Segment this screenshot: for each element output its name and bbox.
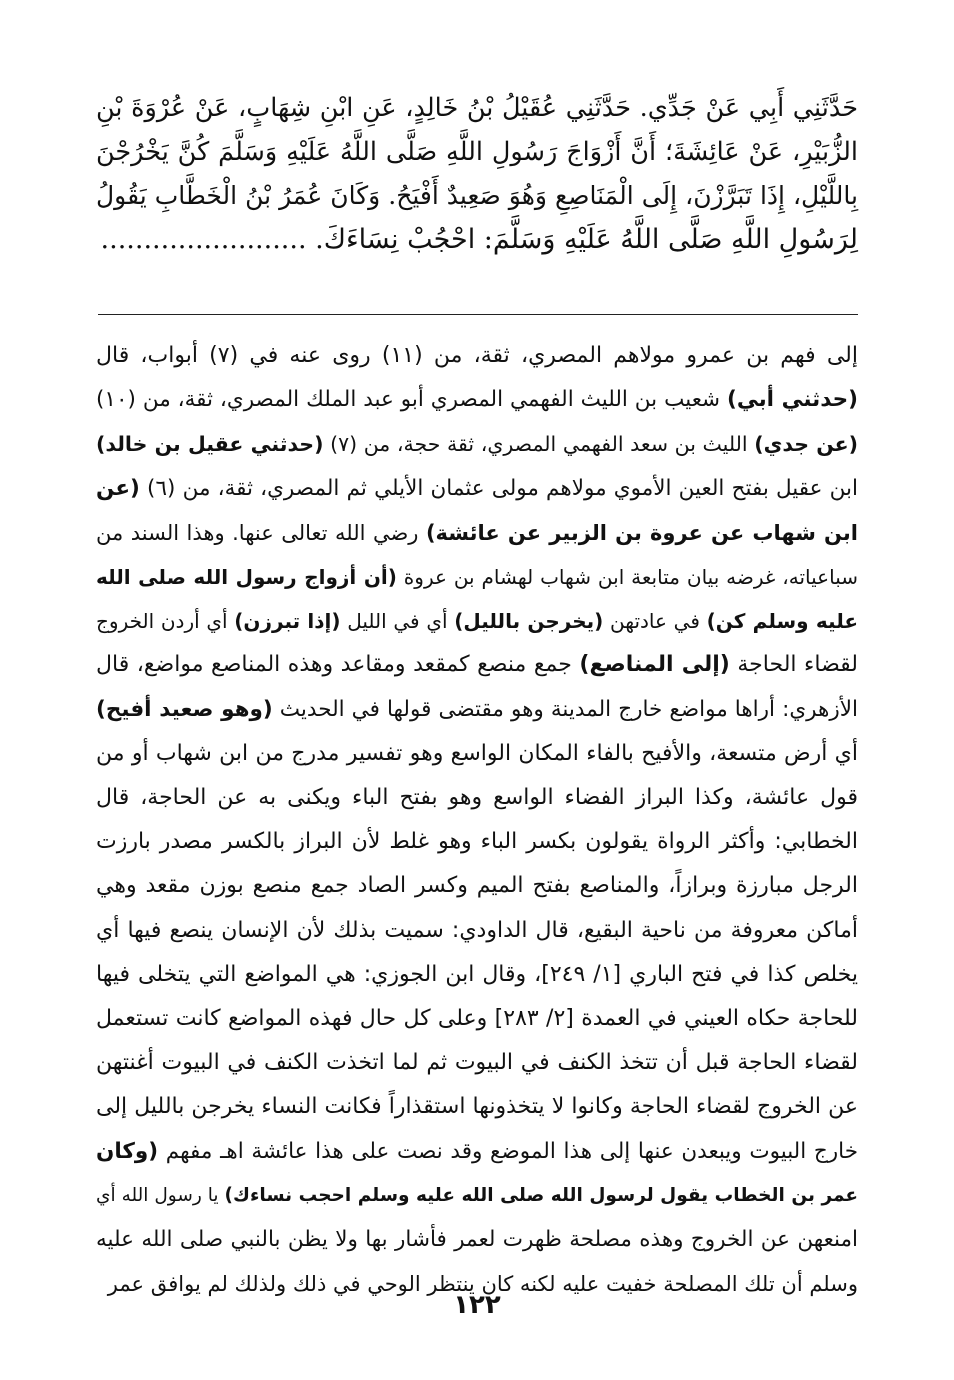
commentary-segment: سباعياته، غرضه بيان متابعة ابن شهاب لهشام بن عروة — [396, 565, 858, 590]
commentary-line-4 — [96, 467, 858, 511]
commentary-segment: يا رسول الله أي — [96, 1184, 225, 1206]
commentary-line-17 — [96, 1041, 858, 1085]
commentary-segment: جمع منصع كمقعد ومقاعد وهذه المناصع مواضع، قال — [96, 652, 580, 678]
commentary-line-1 — [96, 334, 858, 378]
commentary-segment: الليث بن سعد الفهمي المصري، ثقة حجة، من (٧) — [323, 432, 755, 457]
commentary-line-3 — [96, 422, 858, 466]
commentary-segment: شعيب بن الليث الفهمي المصري أبو عبد الملك المصري، ثقة، من (١٠) — [96, 387, 728, 413]
hadith-line-1: حَدَّثَنِي أَبِي عَنْ جَدِّي. حَدَّثَنِي عُقَيْلُ بْنُ خَالِدٍ، عَنِ ابْنِ شِهَابٍ، عَنْ عُرْوَةَ بْنِ — [96, 93, 858, 123]
continuation-dots: ........................ — [100, 224, 307, 255]
hadith-text — [96, 86, 858, 262]
commentary-line-13 — [96, 864, 858, 908]
commentary-quote: (أن أزواج رسول الله صلى الله — [96, 565, 397, 590]
commentary-quote: عليه وسلم كن) — [706, 609, 859, 634]
commentary-line-15 — [96, 953, 858, 997]
commentary-segment: الرجل مبارزة وبرازاً، والمناصع بفتح الميم وكسر الصاد جمع منصع بوزن مقعد وهي — [96, 873, 858, 899]
commentary-line-6 — [96, 555, 858, 599]
commentary-line-7 — [96, 599, 858, 643]
commentary-segment: إلى فهم بن عمرو مولاهم المصري، ثقة، من (١١) روى عنه في (٧) أبواب، قال — [96, 343, 858, 368]
commentary-line-10 — [96, 732, 858, 776]
commentary-text — [96, 334, 858, 1306]
commentary-quote: (عن جدي) — [754, 432, 859, 457]
commentary-segment: أي في الليل — [340, 609, 455, 634]
commentary-quote: (وهو صعيد أفيح) — [96, 696, 273, 722]
commentary-line-16 — [96, 997, 858, 1041]
commentary-quote: (يخرجن بالليل) — [454, 609, 604, 634]
commentary-line-14 — [96, 909, 858, 953]
commentary-segment: عن الخروج لقضاء الحاجة وكانوا لا يتخذونها استقذاراً فكانت النساء يخرجن بالليل إلى — [96, 1094, 858, 1120]
commentary-segment: الخطابي: وأكثر الرواة يقولون بكسر الباء وهو غلط لأن البراز بالكسر مصدر بارزت — [96, 829, 858, 855]
commentary-segment: أماكن معروفة من ناحية البقيع، قال الداودي: سميت بذلك لأن الإنسان ينصع فيها أي — [96, 917, 858, 943]
commentary-segment: لقضاء الحاجة قبل أن تتخذ الكنف في البيوت ثم لما اتخذت الكنف في البيوت أغنتهن — [96, 1050, 858, 1076]
hadith-line-4 — [96, 218, 858, 262]
commentary-segment: للحاجة حكاه العيني في العمدة [٢/ ٢٨٣] وعلى كل حال فهذه المواضع كانت تستعمل — [96, 1006, 859, 1032]
hadith-line-3: بِاللَّيْلِ، إِذَا تَبَرَّزْنَ، إِلَى الْمَنَاصِعِ وَهُوَ صَعِيدٌ أَفْيَحُ. وَكَانَ عُمَرُ بْنُ الْخَطَّابِ يَقُولُ — [96, 181, 858, 210]
commentary-line-5 — [96, 511, 858, 555]
commentary-segment: لقضاء الحاجة — [729, 652, 858, 678]
commentary-segment: أي أرض متسعة، والأفيح بالفاء المكان الواسع وهو تفسير مدرج من ابن شهاب أو من — [96, 740, 858, 766]
commentary-quote: (حدثني عقيل بن خالد) — [96, 432, 324, 457]
commentary-line-19 — [96, 1130, 858, 1174]
commentary-segment: يخلص كذا في فتح الباري [١/ ٢٤٩]، وقال ابن الجوزي: هي المواضع التي يتخلى فيها — [96, 961, 859, 987]
commentary-segment: رضي الله تعالى عنها. وهذا السند من — [96, 520, 426, 545]
commentary-quote: (إلى المناصع) — [579, 652, 730, 678]
hadith-line-4-text: لِرَسُولِ اللَّهِ صَلَّى اللَّهُ عَلَيْهِ وَسَلَّمَ: احْجُبْ نِسَاءَكَ. — [315, 224, 858, 255]
commentary-line-21 — [96, 1218, 858, 1262]
commentary-segment: امنعهن عن الخروج وهذه مصلحة ظهرت لعمر فأشار بها ولا يظن بالنبي صلى الله عليه — [96, 1227, 858, 1253]
commentary-segment: قول عائشة، وكذا البراز الفضاء الواسع وهو بفتح الباء ويكنى به عن الحاجة، قال — [96, 785, 858, 811]
commentary-segment: أي أردن الخروج — [96, 609, 235, 634]
commentary-segment: خارج البيوت ويبعدن عنها إلى هذا الموضع وقد نصت على هذا عائشة اهـ مفهم — [158, 1138, 858, 1164]
commentary-line-2 — [96, 378, 858, 422]
commentary-line-12 — [96, 820, 858, 864]
commentary-segment: ابن عقيل بفتح العين الأموي مولاهم مولى عثمان الأيلي ثم المصري، ثقة، من (٦) — [139, 475, 858, 501]
page-number: ١٢٢ — [453, 1290, 501, 1320]
commentary-line-20 — [96, 1174, 858, 1218]
commentary-quote: (وكان — [96, 1138, 159, 1164]
commentary-quote: (حدثني أبي) — [727, 387, 858, 413]
commentary-segment: في عادتهن — [603, 609, 707, 634]
commentary-quote: ابن شهاب عن عروة بن الزبير عن عائشة) — [425, 520, 858, 545]
commentary-quote: عمر بن الخطاب يقول لرسول الله صلى الله عليه وسلم احجب نساءك) — [224, 1184, 858, 1206]
hadith-line-2: الزُّبَيْرِ، عَنْ عَائِشَةَ؛ أَنَّ أَزْوَاجَ رَسُولِ اللَّهِ صَلَّى اللَّهُ عَلَيْهِ وَسَلَّمَ كُنَّ يَخْرُجْنَ — [96, 137, 858, 167]
commentary-line-9 — [96, 688, 858, 732]
commentary-segment: الأزهري: أراها مواضع خارج المدينة وهو مقتضى قولها في الحديث — [272, 696, 858, 722]
commentary-line-8 — [96, 643, 858, 687]
commentary-line-11 — [96, 776, 858, 820]
footnote-divider — [98, 314, 858, 315]
commentary-quote: (إذا تبرزن) — [234, 609, 341, 634]
commentary-segment: وسلم أن تلك المصلحة خفيت عليه لكنه كان ينتظر الوحي في ذلك ولذلك لم يوافق عمر — [107, 1272, 858, 1297]
commentary-quote: (عن — [96, 475, 140, 501]
commentary-line-18 — [96, 1085, 858, 1129]
